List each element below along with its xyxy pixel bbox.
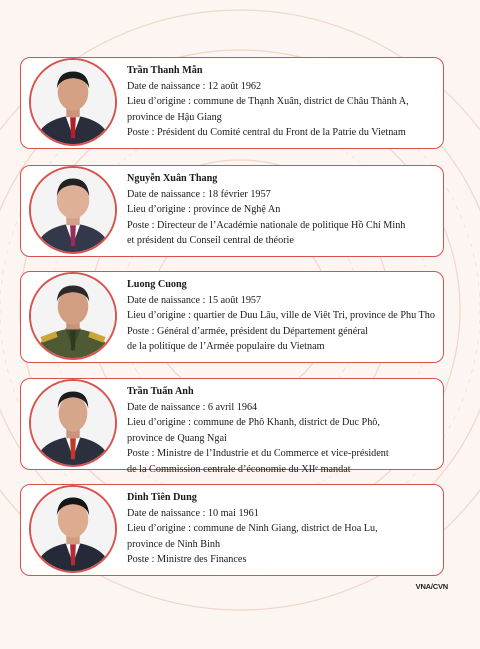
portrait-photo-1 (29, 58, 117, 146)
birth-date: Date de naissance : 10 mai 1961 (127, 507, 259, 519)
person-info (127, 63, 437, 141)
person-name: Trần Thanh Mẫn (127, 65, 203, 76)
post-line: Poste : Directeur de l’Académie nationale de politique Hồ Chí Minh (127, 219, 406, 231)
origin-line: Lieu d’origine : commune de Phô Khanh, district de Duc Phô, (127, 417, 380, 429)
post-line: Poste : Général d’armée, président du Département général (127, 325, 369, 337)
portrait-photo-3 (29, 272, 117, 360)
person-name: Luong Cuong (127, 279, 187, 290)
birth-date: Date de naissance : 15 août 1957 (127, 294, 262, 306)
origin-line: province de Quang Ngai (127, 432, 227, 444)
portrait-photo-2 (29, 166, 117, 254)
birth-date: Date de naissance : 18 février 1957 (127, 188, 271, 200)
origin-line: Lieu d’origine : commune de Ninh Giang, district de Hoa Lu, (127, 523, 378, 535)
person-name: Dinh Tiên Dung (127, 492, 197, 503)
person-info (127, 171, 437, 249)
origin-line: Lieu d’origine : province de Nghệ An (127, 204, 281, 216)
photo-credit: VNA/CVN (415, 582, 448, 591)
post-line: de la Commission centrale d’économie du XIIᵉ mandat (127, 463, 351, 475)
person-info (127, 490, 437, 568)
portrait-photo-4 (29, 379, 117, 467)
post-line: Poste : Ministre des Finances (127, 554, 247, 566)
birth-date: Date de naissance : 12 août 1962 (127, 80, 262, 92)
origin-line: Lieu d’origine : quartier de Duu Lâu, ville de Viêt Tri, province de Phu Tho (127, 310, 435, 322)
person-info (127, 384, 437, 478)
post-line: de la politique de l’Armée populaire du Vietnam (127, 341, 325, 353)
post-line: et président du Conseil central de théorie (127, 235, 294, 247)
person-name: Nguyễn Xuân Thang (127, 173, 218, 184)
person-name: Trần Tuấn Anh (127, 386, 194, 397)
post-line: Poste : Président du Comité central du Front de la Patrie du Vietnam (127, 127, 406, 139)
birth-date: Date de naissance : 6 avril 1964 (127, 401, 258, 413)
portrait-photo-5 (29, 485, 117, 573)
person-info (127, 277, 437, 355)
post-line: Poste : Ministre de l’Industrie et du Commerce et vice-président (127, 448, 389, 460)
origin-line: Lieu d’origine : commune de Thạnh Xuân, district de Châu Thành A, (127, 96, 409, 108)
origin-line: province de Hậu Giang (127, 111, 222, 123)
origin-line: province de Ninh Binh (127, 538, 221, 550)
